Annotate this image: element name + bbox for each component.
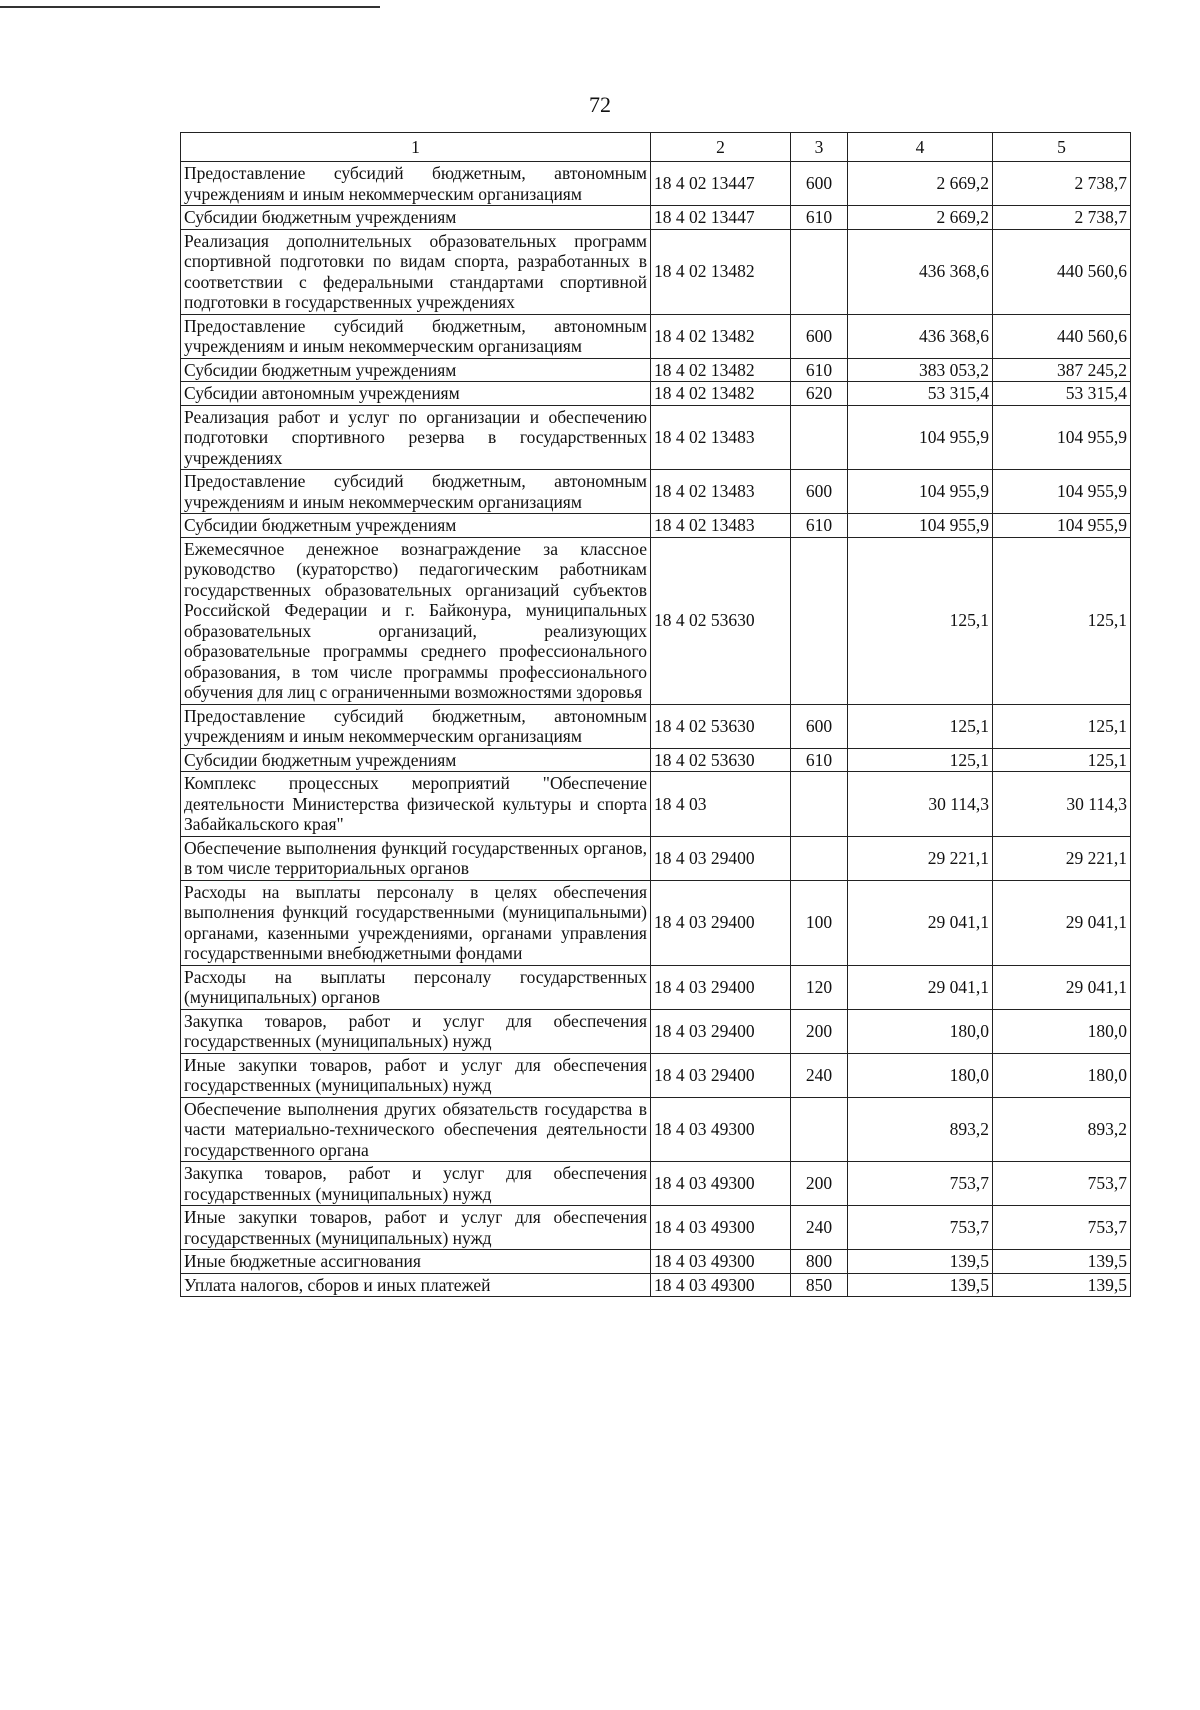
row-expense-type: 610	[791, 514, 848, 538]
scan-edge-line	[0, 6, 380, 8]
row-target-code: 18 4 03 49300	[651, 1097, 791, 1162]
row-amount-col5: 125,1	[993, 748, 1131, 772]
row-amount-col4: 125,1	[848, 537, 993, 704]
row-amount-col4: 139,5	[848, 1273, 993, 1297]
row-amount-col4: 29 221,1	[848, 836, 993, 880]
table-row	[181, 229, 1131, 314]
row-target-code: 18 4 02 13482	[651, 382, 791, 406]
row-amount-col4: 180,0	[848, 1009, 993, 1053]
row-target-code: 18 4 02 53630	[651, 537, 791, 704]
row-amount-col4: 436 368,6	[848, 229, 993, 314]
row-amount-col5: 893,2	[993, 1097, 1131, 1162]
row-description: Закупка товаров, работ и услуг для обеспечения государственных (муниципальных) нужд	[181, 1009, 651, 1053]
row-amount-col4: 436 368,6	[848, 314, 993, 358]
row-expense-type	[791, 229, 848, 314]
row-expense-type: 850	[791, 1273, 848, 1297]
row-description: Реализация дополнительных образовательных программ спортивной подготовки по видам спорта, разработанных в соответствии с федеральными стандартами спортивной подготовки в государственных учреждениях	[181, 229, 651, 314]
row-description: Субсидии автономным учреждениям	[181, 382, 651, 406]
row-amount-col4: 125,1	[848, 748, 993, 772]
row-amount-col5: 30 114,3	[993, 772, 1131, 837]
row-target-code: 18 4 02 13482	[651, 314, 791, 358]
row-expense-type: 600	[791, 704, 848, 748]
row-amount-col4: 104 955,9	[848, 405, 993, 470]
row-description: Иные закупки товаров, работ и услуг для обеспечения государственных (муниципальных) нужд	[181, 1206, 651, 1250]
row-target-code: 18 4 03 49300	[651, 1250, 791, 1274]
row-amount-col4: 2 669,2	[848, 162, 993, 206]
table-row	[181, 1273, 1131, 1297]
row-amount-col4: 104 955,9	[848, 514, 993, 538]
row-target-code: 18 4 03 49300	[651, 1162, 791, 1206]
table-row	[181, 537, 1131, 704]
row-amount-col5: 104 955,9	[993, 514, 1131, 538]
row-expense-type: 610	[791, 206, 848, 230]
row-expense-type: 600	[791, 162, 848, 206]
row-description: Комплекс процессных мероприятий "Обеспечение деятельности Министерства физической культуры и спорта Забайкальского края"	[181, 772, 651, 837]
row-amount-col5: 104 955,9	[993, 470, 1131, 514]
row-amount-col4: 125,1	[848, 704, 993, 748]
row-expense-type	[791, 405, 848, 470]
row-target-code: 18 4 02 13482	[651, 229, 791, 314]
row-target-code: 18 4 02 53630	[651, 704, 791, 748]
row-amount-col5: 387 245,2	[993, 358, 1131, 382]
row-target-code: 18 4 03 29400	[651, 1053, 791, 1097]
row-expense-type: 100	[791, 880, 848, 965]
table-row	[181, 314, 1131, 358]
row-description: Предоставление субсидий бюджетным, автономным учреждениям и иным некоммерческим организациям	[181, 470, 651, 514]
table-row	[181, 1053, 1131, 1097]
header-cell: 5	[993, 133, 1131, 162]
row-amount-col5: 125,1	[993, 704, 1131, 748]
table-row	[181, 704, 1131, 748]
row-amount-col5: 180,0	[993, 1053, 1131, 1097]
table-row	[181, 162, 1131, 206]
row-target-code: 18 4 03 49300	[651, 1206, 791, 1250]
row-amount-col4: 29 041,1	[848, 965, 993, 1009]
row-target-code: 18 4 02 13483	[651, 405, 791, 470]
row-expense-type: 200	[791, 1009, 848, 1053]
row-expense-type	[791, 772, 848, 837]
row-description: Расходы на выплаты персоналу в целях обеспечения выполнения функций государственными (муниципальными) органами, казенными учреждениями, органами управления государственными внебюджетными фондами	[181, 880, 651, 965]
row-amount-col5: 29 041,1	[993, 965, 1131, 1009]
row-amount-col4: 104 955,9	[848, 470, 993, 514]
table-row	[181, 470, 1131, 514]
row-amount-col4: 53 315,4	[848, 382, 993, 406]
row-target-code: 18 4 02 13483	[651, 470, 791, 514]
row-amount-col5: 2 738,7	[993, 162, 1131, 206]
row-description: Иные закупки товаров, работ и услуг для обеспечения государственных (муниципальных) нужд	[181, 1053, 651, 1097]
table-row	[181, 880, 1131, 965]
table-row	[181, 405, 1131, 470]
row-amount-col5: 180,0	[993, 1009, 1131, 1053]
row-amount-col5: 440 560,6	[993, 229, 1131, 314]
row-description: Расходы на выплаты персоналу государственных (муниципальных) органов	[181, 965, 651, 1009]
row-expense-type	[791, 537, 848, 704]
row-expense-type: 240	[791, 1053, 848, 1097]
row-expense-type: 120	[791, 965, 848, 1009]
row-target-code: 18 4 02 13482	[651, 358, 791, 382]
row-amount-col4: 2 669,2	[848, 206, 993, 230]
row-target-code: 18 4 03	[651, 772, 791, 837]
row-description: Закупка товаров, работ и услуг для обеспечения государственных (муниципальных) нужд	[181, 1162, 651, 1206]
table-row	[181, 1250, 1131, 1274]
row-amount-col4: 29 041,1	[848, 880, 993, 965]
row-expense-type: 620	[791, 382, 848, 406]
row-target-code: 18 4 03 29400	[651, 1009, 791, 1053]
row-target-code: 18 4 03 29400	[651, 836, 791, 880]
row-description: Субсидии бюджетным учреждениям	[181, 206, 651, 230]
budget-table	[180, 132, 1131, 1297]
row-amount-col4: 139,5	[848, 1250, 993, 1274]
row-amount-col5: 440 560,6	[993, 314, 1131, 358]
row-target-code: 18 4 03 29400	[651, 965, 791, 1009]
table-body	[181, 162, 1131, 1297]
row-description: Субсидии бюджетным учреждениям	[181, 748, 651, 772]
row-amount-col4: 383 053,2	[848, 358, 993, 382]
row-expense-type	[791, 1097, 848, 1162]
table-row	[181, 965, 1131, 1009]
row-amount-col4: 753,7	[848, 1206, 993, 1250]
row-target-code: 18 4 02 13447	[651, 206, 791, 230]
row-expense-type: 600	[791, 470, 848, 514]
row-amount-col5: 104 955,9	[993, 405, 1131, 470]
table-row	[181, 1206, 1131, 1250]
header-row	[181, 133, 1131, 162]
row-amount-col5: 29 221,1	[993, 836, 1131, 880]
row-target-code: 18 4 03 29400	[651, 880, 791, 965]
table-row	[181, 358, 1131, 382]
table-row	[181, 772, 1131, 837]
table-row	[181, 748, 1131, 772]
row-expense-type: 610	[791, 358, 848, 382]
table-row	[181, 382, 1131, 406]
row-amount-col5: 753,7	[993, 1206, 1131, 1250]
row-amount-col5: 139,5	[993, 1250, 1131, 1274]
header-cell: 2	[651, 133, 791, 162]
row-description: Обеспечение выполнения функций государственных органов, в том числе территориальных органов	[181, 836, 651, 880]
row-amount-col4: 180,0	[848, 1053, 993, 1097]
table-row	[181, 1009, 1131, 1053]
row-amount-col5: 2 738,7	[993, 206, 1131, 230]
row-description: Субсидии бюджетным учреждениям	[181, 514, 651, 538]
row-expense-type: 200	[791, 1162, 848, 1206]
row-description: Реализация работ и услуг по организации и обеспечению подготовки спортивного резерва в государственных учреждениях	[181, 405, 651, 470]
row-amount-col5: 139,5	[993, 1273, 1131, 1297]
row-amount-col4: 893,2	[848, 1097, 993, 1162]
row-amount-col4: 753,7	[848, 1162, 993, 1206]
row-target-code: 18 4 02 13483	[651, 514, 791, 538]
row-expense-type: 600	[791, 314, 848, 358]
page-number: 72	[589, 92, 611, 117]
row-amount-col4: 30 114,3	[848, 772, 993, 837]
row-description: Субсидии бюджетным учреждениям	[181, 358, 651, 382]
table-row	[181, 206, 1131, 230]
row-target-code: 18 4 02 13447	[651, 162, 791, 206]
header-cell: 1	[181, 133, 651, 162]
row-target-code: 18 4 03 49300	[651, 1273, 791, 1297]
row-amount-col5: 29 041,1	[993, 880, 1131, 965]
row-description: Уплата налогов, сборов и иных платежей	[181, 1273, 651, 1297]
row-expense-type	[791, 836, 848, 880]
table-row	[181, 836, 1131, 880]
header-cell: 3	[791, 133, 848, 162]
table-row	[181, 514, 1131, 538]
row-expense-type: 800	[791, 1250, 848, 1274]
row-amount-col5: 53 315,4	[993, 382, 1131, 406]
header-cell: 4	[848, 133, 993, 162]
row-description: Предоставление субсидий бюджетным, автономным учреждениям и иным некоммерческим организациям	[181, 162, 651, 206]
row-amount-col5: 125,1	[993, 537, 1131, 704]
row-target-code: 18 4 02 53630	[651, 748, 791, 772]
row-description: Иные бюджетные ассигнования	[181, 1250, 651, 1274]
row-description: Предоставление субсидий бюджетным, автономным учреждениям и иным некоммерческим организациям	[181, 704, 651, 748]
row-amount-col5: 753,7	[993, 1162, 1131, 1206]
row-expense-type: 240	[791, 1206, 848, 1250]
row-description: Обеспечение выполнения других обязательств государства в части материально-технического обеспечения деятельности государственного органа	[181, 1097, 651, 1162]
row-expense-type: 610	[791, 748, 848, 772]
row-description: Предоставление субсидий бюджетным, автономным учреждениям и иным некоммерческим организациям	[181, 314, 651, 358]
table-row	[181, 1162, 1131, 1206]
row-description: Ежемесячное денежное вознаграждение за классное руководство (кураторство) педагогическим работникам государственных образовательных организаций субъектов Российской Федерации и г. Байконура, муниципальных образовательных организаций, реализующих образовательные программы среднего профессионального образования, в том числе программы профессионального обучения для лиц с ограниченными возможностями здоровья	[181, 537, 651, 704]
table-row	[181, 1097, 1131, 1162]
